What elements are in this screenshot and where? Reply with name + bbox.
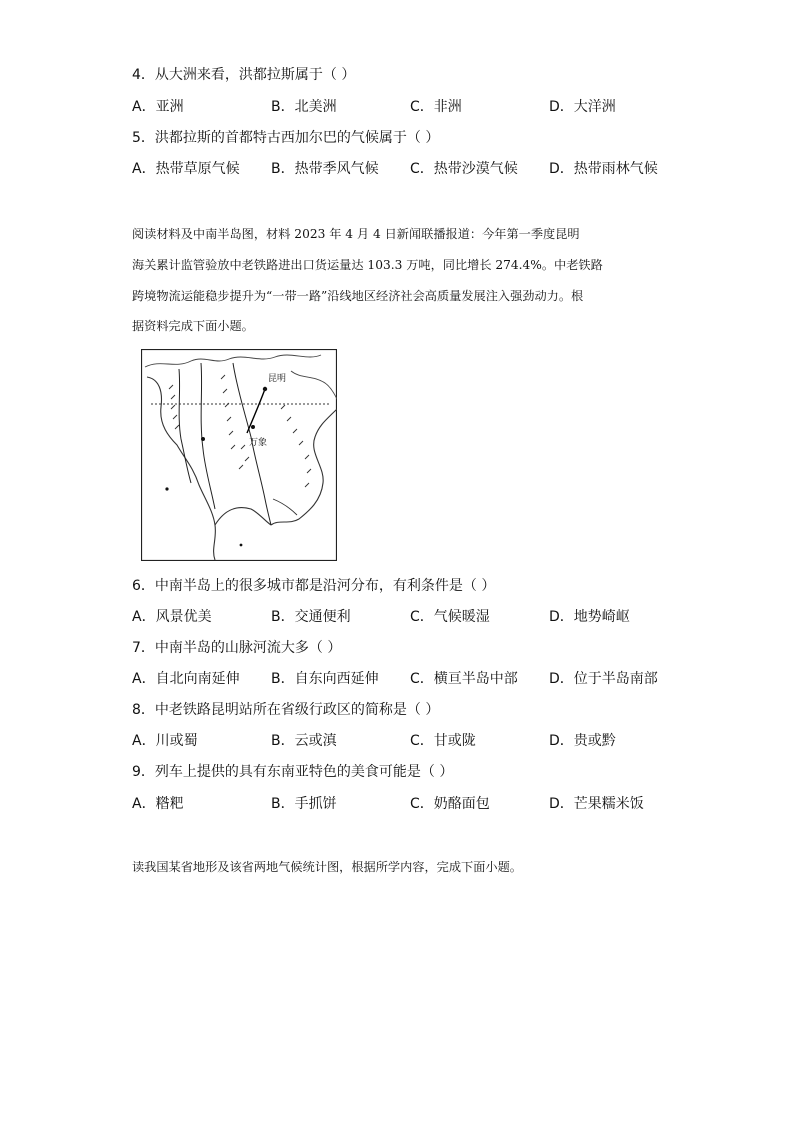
option-b: B．北美洲 (271, 99, 337, 115)
map-frame (142, 350, 337, 561)
question-5-stem: 5．洪都拉斯的首都特古西加尔巴的气候属于（ ） (132, 130, 440, 146)
vientiane-label: 万象 (249, 438, 268, 448)
question-9-options (132, 795, 692, 813)
question-7-options (132, 670, 692, 688)
option-d: D．热带雨林气候 (549, 161, 658, 177)
material-line-4: 据资料完成下面小题。 (132, 319, 254, 333)
option-c: C．气候暖湿 (410, 609, 490, 625)
option-b: B．自东向西延伸 (271, 671, 379, 687)
question-5-options (132, 160, 692, 178)
option-c: C．横亘半岛中部 (410, 671, 518, 687)
island-dot (240, 544, 243, 547)
option-c: C．非洲 (410, 99, 462, 115)
material-line-2: 海关累计监管验放中老铁路进出口货运量达 103.3 万吨，同比增长 274.4%。中老铁路 (132, 258, 603, 272)
city-dot (201, 437, 205, 441)
option-d: D．芒果糯米饭 (549, 796, 644, 812)
option-a: A．自北向南延伸 (132, 671, 240, 687)
option-a: A．亚洲 (132, 99, 184, 115)
option-c: C．奶酪面包 (410, 796, 490, 812)
option-d: D．位于半岛南部 (549, 671, 658, 687)
question-8-stem: 8．中老铁路昆明站所在省级行政区的简称是（ ） (132, 702, 440, 718)
option-b: B．交通便利 (271, 609, 351, 625)
option-b: B．热带季风气候 (271, 161, 379, 177)
material-line-1: 阅读材料及中南半岛图，材料 2023 年 4 月 4 日新闻联播报道：今年第一季度昆明 (132, 227, 580, 241)
question-8-options (132, 732, 692, 750)
option-d: D．大洋洲 (549, 99, 616, 115)
question-9-stem: 9．列车上提供的具有东南亚特色的美食可能是（ ） (132, 764, 454, 780)
question-4-options (132, 98, 692, 116)
question-7-stem: 7．中南半岛的山脉河流大多（ ） (132, 640, 342, 656)
kunming-dot (263, 387, 267, 391)
option-b: B．手抓饼 (271, 796, 337, 812)
indochina-map (141, 349, 337, 561)
option-a: A．热带草原气候 (132, 161, 240, 177)
island-dot (165, 487, 168, 490)
kunming-label: 昆明 (268, 374, 287, 384)
question-4-stem: 4．从大洲来看，洪都拉斯属于（ ） (132, 67, 356, 83)
option-a: A．川或蜀 (132, 733, 198, 749)
option-a: A．糌粑 (132, 796, 184, 812)
option-a: A．风景优美 (132, 609, 212, 625)
question-6-stem: 6．中南半岛上的很多城市都是沿河分布，有利条件是（ ） (132, 578, 496, 594)
material2-text: 读我国某省地形及该省两地气候统计图，根据所学内容，完成下面小题。 (132, 860, 522, 874)
vientiane-dot (251, 425, 255, 429)
question-6-options (132, 608, 692, 626)
option-d: D．地势崎岖 (549, 609, 630, 625)
option-b: B．云或滇 (271, 733, 337, 749)
material-line-3: 跨境物流运能稳步提升为“一带一路”沿线地区经济社会高质量发展注入强劲动力。根 (132, 289, 584, 303)
option-c: C．热带沙漠气候 (410, 161, 518, 177)
option-d: D．贵或黔 (549, 733, 616, 749)
option-c: C．甘或陇 (410, 733, 476, 749)
